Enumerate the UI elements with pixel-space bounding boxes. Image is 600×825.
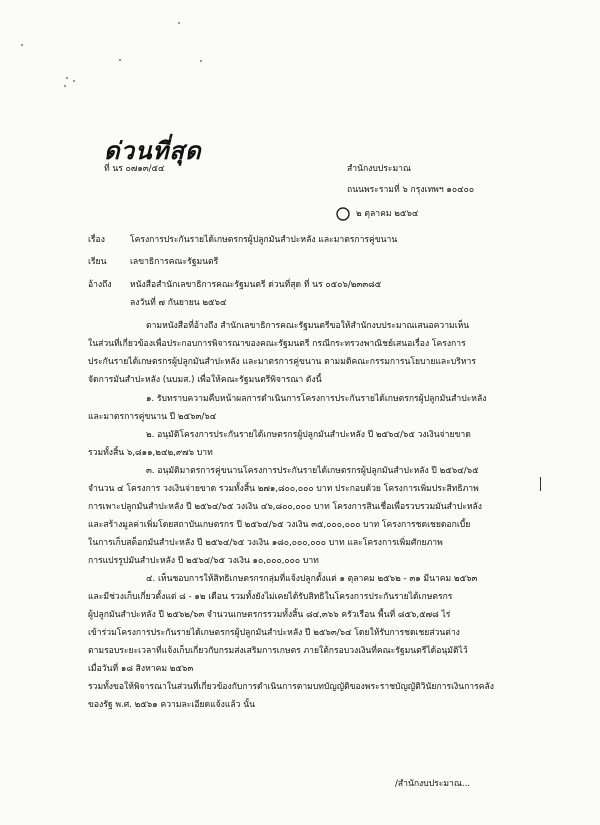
item-line: และมาตรการคู่ขนาน ปี ๒๕๖๓/๖๔ [88,412,217,422]
item-line: ๓. อนุมัติมาตรการคู่ขนานโครงการประกันรายได้เกษตรกรผู้ปลูกมันสำปะหลัง ปี ๒๕๖๔/๖๕ [146,466,479,476]
item-3-paragraph [88,462,482,570]
subject-label: เรื่อง [88,235,105,245]
intro-line: ประกันรายได้เกษตรกรผู้ปลูกมันสำปะหลัง และมาตรการคู่ขนาน ตามมติคณะกรรมการนโยบายและบริหาร [88,357,476,367]
scan-speck [200,60,202,62]
issuing-office: สำนักงบประมาณ [347,164,411,174]
closing-line: ของรัฐ พ.ศ. ๒๕๖๑ ความละเอียดแจ้งแล้ว นั้น [88,700,255,710]
item-line: เข้าร่วมโครงการประกันรายได้เกษตรกรผู้ปลูกมันสำปะหลัง ปี ๒๕๖๓/๖๔ โดยให้รับการชดเชยส่วนต่าง [88,628,460,638]
item-line: เมื่อวันที่ ๑๘ สิงหาคม ๒๕๖๓ [88,664,194,674]
item-line: รวมทั้งสิ้น ๖,๘๑๑,๒๔๒,๙๗๖ บาท [88,448,213,458]
item-line: การเพาะปลูกมันสำปะหลัง ปี ๒๕๖๔/๖๕ วงเงิน ๔๖,๘๐๐,๐๐๐ บาท โครงการสินเชื่อเพื่อรวบรวมมันสำปะหลัง [88,502,482,512]
item-line: ในการเก็บสต็อกมันสำปะหลัง ปี ๒๕๖๔/๖๕ วงเงิน ๑๘๐,๐๐๐,๐๐๐ บาท และโครงการเพิ่มศักยภาพ [88,538,443,548]
document-number: ที่ นร ๐๗๑๓/๕๔ [104,164,165,174]
scan-speck [64,85,66,87]
item-4-paragraph [88,570,477,678]
intro-paragraph [88,317,476,389]
intro-line: ตามหนังสือที่อ้างถึง สำนักเลขาธิการคณะรัฐมนตรีขอให้สำนักงบประมาณเสนอความเห็น [146,321,470,331]
reference-label: อ้างถึง [88,280,112,290]
recipient-label: เรียน [88,257,107,267]
item-line: จำนวน ๔ โครงการ วงเงินจ่ายขาด รวมทั้งสิ้น ๒๗๑,๘๐๐,๐๐๐ บาท ประกอบด้วย โครงการเพิ่มประสิทธิภาพ [88,484,479,494]
subject-text: โครงการประกันรายได้เกษตรกรผู้ปลูกมันสำปะหลัง และมาตรการคู่ขนาน [130,235,398,245]
closing-paragraph [88,678,494,714]
scan-speck [66,77,68,79]
item-line: การแปรรูปมันสำปะหลัง ปี ๒๕๖๔/๖๕ วงเงิน ๑๐,๐๐๐,๐๐๐ บาท [88,556,319,566]
intro-line: จัดการมันสำปะหลัง (นบมส.) เพื่อให้คณะรัฐมนตรีพิจารณา ดังนี้ [88,375,322,385]
margin-mark [540,477,541,491]
reference-line-2: ลงวันที่ ๗ กันยายน ๒๕๖๔ [130,298,227,308]
item-line: ผู้ปลูกมันสำปะหลัง ปี ๒๕๖๒/๖๓ จำนวนเกษตรกรรวมทั้งสิ้น ๘๔,๓๖๖ ครัวเรือน พื้นที่ ๘๕๖,๕๗๘ ไร่ [88,610,451,620]
continuation-note: /สำนักงบประมาณ... [395,779,471,789]
item-line: ๔. เห็นชอบการให้สิทธิเกษตรกรกลุ่มที่แจ้งปลูกตั้งแต่ ๑ ตุลาคม ๒๕๖๒ - ๓๑ มีนาคม ๒๕๖๓ [146,574,478,584]
urgent-stamp: ด่วนที่สุด [104,136,202,165]
recipient-text: เลขาธิการคณะรัฐมนตรี [130,257,219,267]
item-1-paragraph [88,390,486,426]
closing-line: รวมทั้งขอให้พิจารณาในส่วนที่เกี่ยวข้องกับการดำเนินการตามบทบัญญัติของพระราชบัญญัติวินัยการเงินการคลัง [88,682,494,692]
item-2-paragraph [88,426,471,462]
office-address: ถนนพระรามที่ ๖ กรุงเทพฯ ๑๐๔๐๐ [347,185,475,195]
item-line: และสร้างมูลค่าเพิ่มโดยสถาบันเกษตรกร ปี ๒๕๖๔/๖๕ วงเงิน ๓๕,๐๐๐,๐๐๐ บาท โครงการชดเชยดอกเบี้ย [88,520,471,530]
scan-speck [178,22,180,24]
item-line: ๒. อนุมัติโครงการประกันรายได้เกษตรกรผู้ปลูกมันสำปะหลัง ปี ๒๕๖๔/๖๕ วงเงินจ่ายขาด [146,430,471,440]
seal-mark-icon [334,205,352,223]
item-line: ๑. รับทราบความคืบหน้าผลการดำเนินการโครงการประกันรายได้เกษตรกรผู้ปลูกมันสำปะหลัง [146,394,487,404]
scan-speck [21,44,23,46]
scan-speck [119,59,121,61]
reference-line-1: หนังสือสำนักเลขาธิการคณะรัฐมนตรี ด่วนที่สุด ที่ นร ๐๕๐๖/๒๓๓๘๕ [130,280,382,290]
intro-line: ในส่วนที่เกี่ยวข้องเพื่อประกอบการพิจารณาของคณะรัฐมนตรี กรณีกระทรวงพาณิชย์เสนอเรื่อง โครงการ [88,339,466,349]
document-date: ๒ ตุลาคม ๒๕๖๔ [356,209,419,219]
item-line: ตามรอบระยะเวลาที่แจ้งเก็บเกี่ยวกับกรมส่งเสริมการเกษตร ภายใต้กรอบวงเงินที่คณะรัฐมนตรีได้อนุมัติไว้ [88,646,468,656]
item-line: และมีช่วงเก็บเกี่ยวตั้งแต่ ๘ - ๑๒ เดือน รวมทั้งยังไม่เคยได้รับสิทธิในโครงการประกันรายได้เกษตรกร [88,592,453,602]
scan-speck [73,80,75,82]
